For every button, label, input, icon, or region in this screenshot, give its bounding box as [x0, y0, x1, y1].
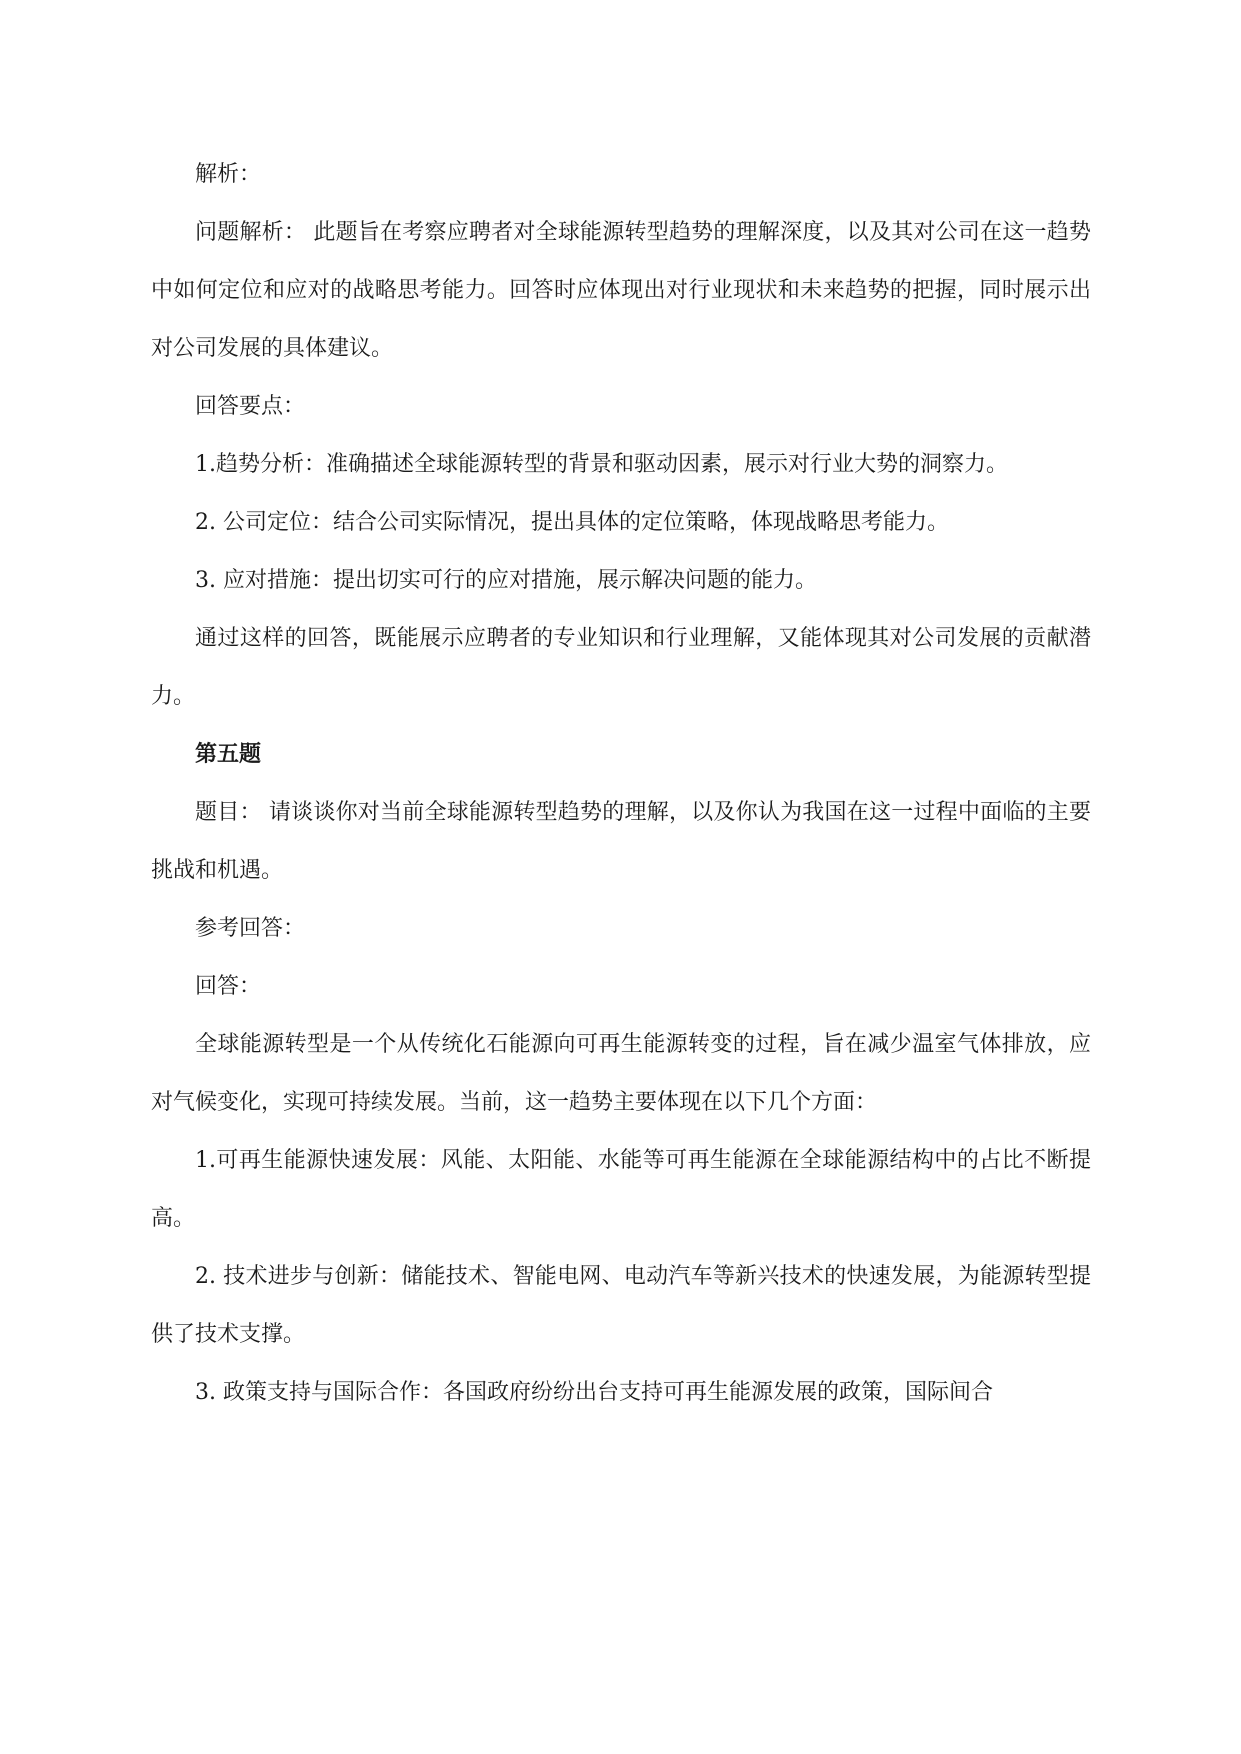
- paragraph-answer-item-3: 3. 政策支持与国际合作：各国政府纷纷出台支持可再生能源发展的政策，国际间合: [195, 1380, 993, 1405]
- paragraph-analysis-label: 解析：: [195, 162, 262, 187]
- paragraph-point-2: 2. 公司定位：结合公司实际情况，提出具体的定位策略，体现战略思考能力。: [195, 510, 949, 535]
- paragraph-answer-item-2: 2. 技术进步与创新：储能技术、智能电网、电动汽车等新兴技术的快速发展，为能源转型提供了技术支撑。: [151, 1264, 1091, 1347]
- paragraph-point-1: 1.趋势分析：准确描述全球能源转型的背景和驱动因素，展示对行业大势的洞察力。: [195, 452, 1008, 477]
- paragraph-question-analysis: 问题解析： 此题旨在考察应聘者对全球能源转型趋势的理解深度，以及其对公司在这一趋势中如何定位和应对的战略思考能力。回答时应体现出对行业现状和未来趋势的把握，同时展示出对公司发展的具体建议。: [151, 220, 1091, 361]
- document-body: [151, 146, 1091, 1422]
- paragraph-answer-intro: 全球能源转型是一个从传统化石能源向可再生能源转变的过程，旨在减少温室气体排放，应对气候变化，实现可持续发展。当前，这一趋势主要体现在以下几个方面：: [151, 1032, 1091, 1115]
- section-heading: 第五题: [195, 742, 262, 767]
- paragraph-point-3: 3. 应对措施：提出切实可行的应对措施，展示解决问题的能力。: [195, 568, 817, 593]
- paragraph-answer-points-label: 回答要点：: [195, 394, 306, 419]
- paragraph-answer-label: 回答：: [195, 974, 262, 999]
- paragraph-reference-answer-label: 参考回答：: [195, 916, 306, 941]
- paragraph-summary: 通过这样的回答，既能展示应聘者的专业知识和行业理解，又能体现其对公司发展的贡献潜力。: [151, 626, 1091, 709]
- paragraph-question: 题目： 请谈谈你对当前全球能源转型趋势的理解，以及你认为我国在这一过程中面临的主要挑战和机遇。: [151, 800, 1091, 883]
- paragraph-answer-item-1: 1.可再生能源快速发展：风能、太阳能、水能等可再生能源在全球能源结构中的占比不断提高。: [151, 1148, 1091, 1231]
